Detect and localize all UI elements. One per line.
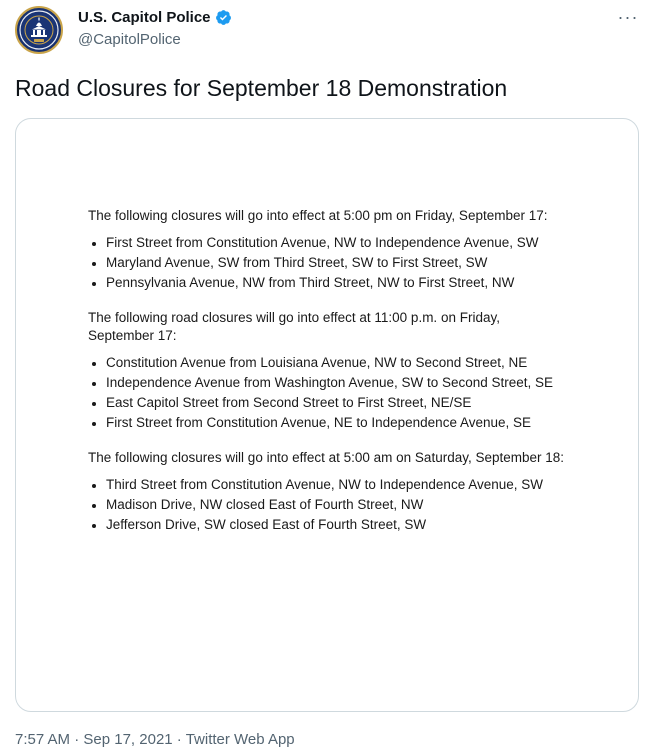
closure-document [88,207,568,551]
list-item: • First Street from Constitution Avenue, NW to Independence Avenue, SW [106,234,568,252]
tweet-header [15,6,640,58]
closure-list [88,476,568,534]
section-intro: The following closures will go into effect at 5:00 pm on Friday, September 17: [88,208,548,223]
capitol-police-badge-icon [17,8,61,52]
list-item: • Constitution Avenue from Louisiana Avenue, NW to Second Street, NE [106,354,568,372]
section-intro: The following closures will go into effect at 5:00 am on Saturday, September 18: [88,450,565,465]
avatar[interactable] [15,6,63,54]
list-item: • Third Street from Constitution Avenue, NW to Independence Avenue, SW [106,476,568,494]
section-intro: The following road closures will go into effect at 11:00 p.m. on Friday, September 17: [88,310,500,343]
list-item: • Pennsylvania Avenue, NW from Third Street, NW to First Street, NW [106,274,568,292]
separator: · [70,731,84,748]
tweet-source[interactable]: Twitter Web App [185,731,295,748]
list-item: • Maryland Avenue, SW from Third Street, SW to First Street, SW [106,254,568,272]
tweet-time[interactable]: 7:57 AM [15,731,71,748]
list-item: • Madison Drive, NW closed East of Fourth Street, NW [106,496,568,514]
tweet-text: Road Closures for September 18 Demonstration [15,75,508,101]
list-item: • Independence Avenue from Washington Avenue, SW to Second Street, SE [106,374,568,392]
attached-image[interactable] [15,118,639,712]
display-name-text: U.S. Capitol Police [78,9,211,26]
list-item: • East Capitol Street from Second Street to First Street, NE/SE [106,394,568,412]
account-handle[interactable]: @CapitolPolice [78,31,181,48]
closure-list [88,354,568,432]
tweet-metadata [15,731,295,748]
closure-list [88,234,568,292]
more-horizontal-icon[interactable]: ··· [617,7,639,27]
display-name[interactable] [78,9,232,26]
list-item: • Jefferson Drive, SW closed East of Fourth Street, SW [106,516,568,534]
list-item: • First Street from Constitution Avenue, NE to Independence Avenue, SE [106,414,568,432]
separator: · [172,731,186,748]
tweet-date[interactable]: Sep 17, 2021 [83,731,173,748]
verified-badge-icon [215,9,232,26]
